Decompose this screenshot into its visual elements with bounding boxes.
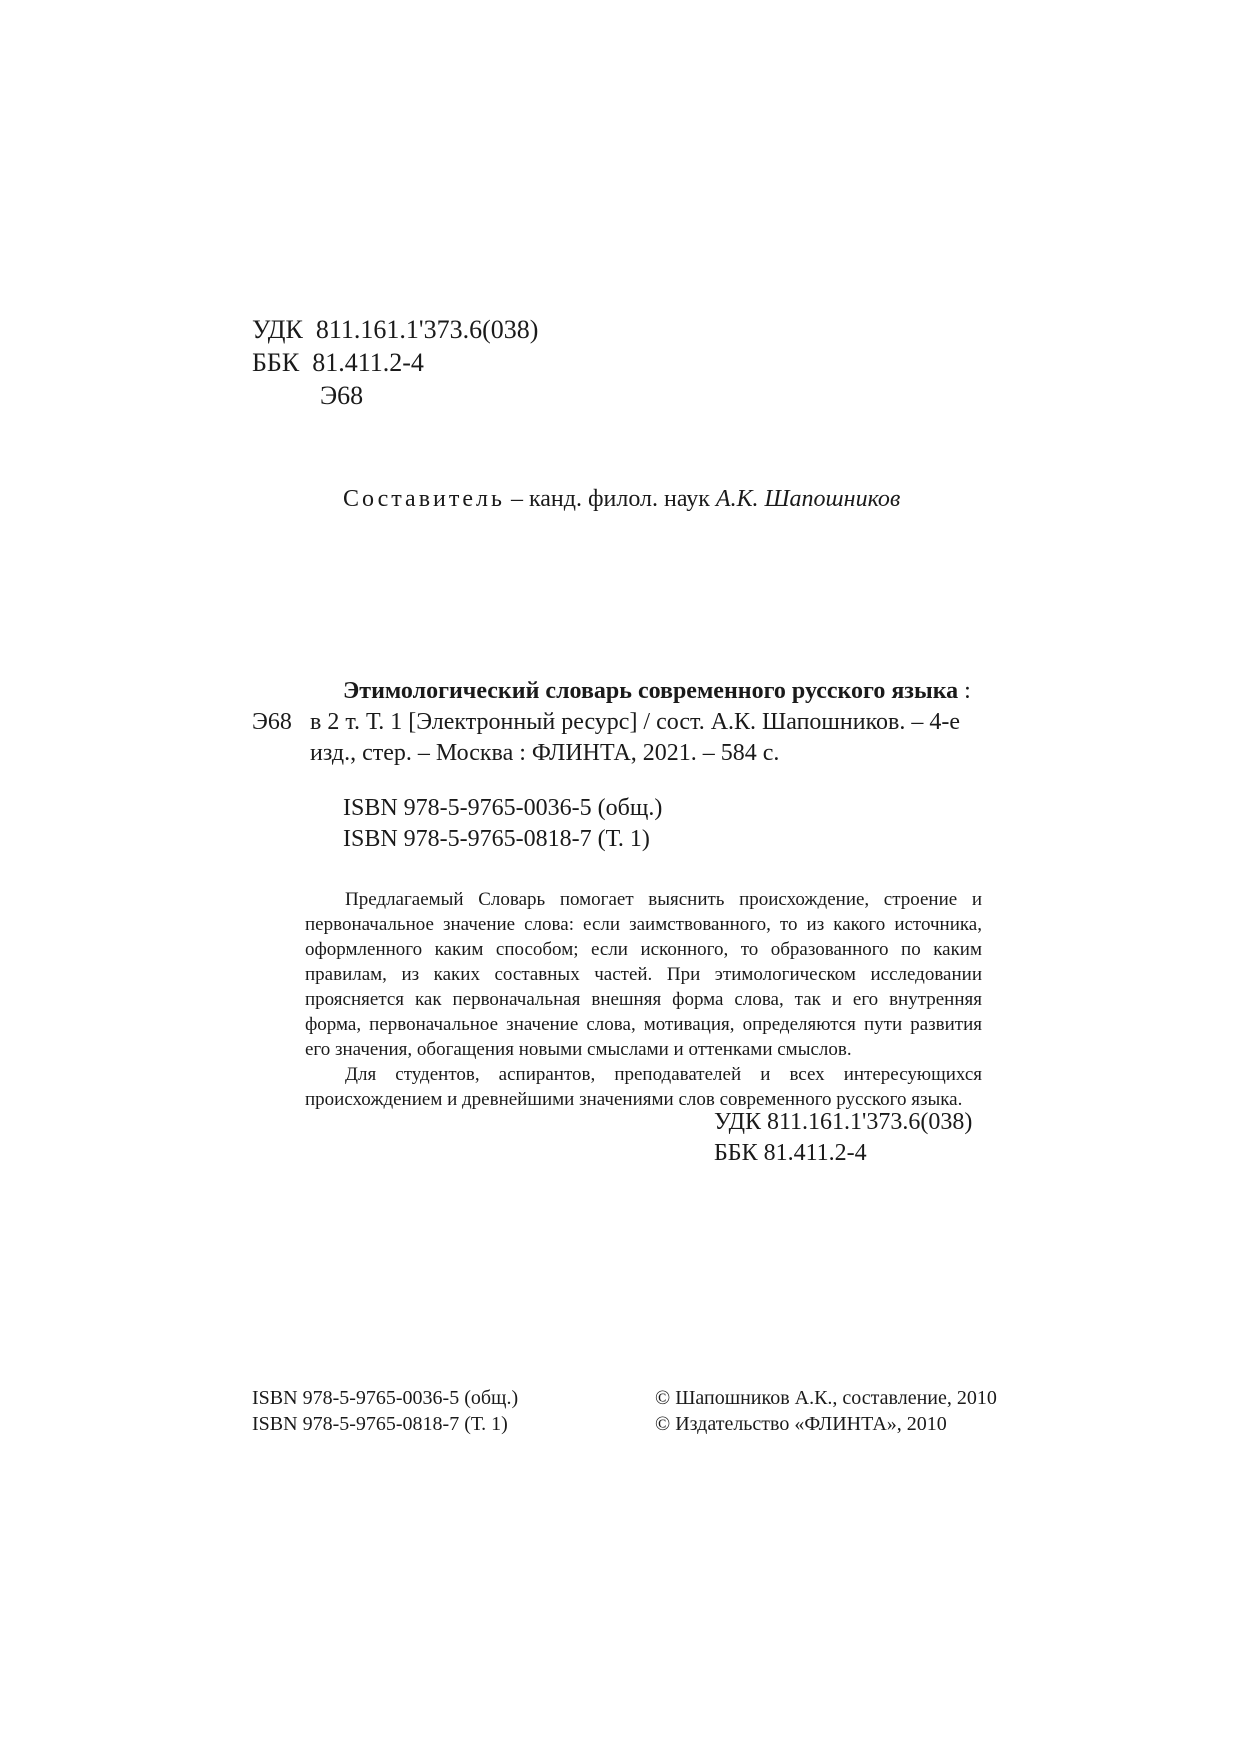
- bottom-udk: УДК 811.161.1'373.6(038): [714, 1109, 973, 1135]
- isbn-volume: ISBN 978-5-9765-0818-7 (Т. 1): [343, 826, 650, 852]
- top-author-mark: Э68: [320, 381, 364, 410]
- compiler-role: Составитель: [343, 486, 505, 512]
- bib-line-3: изд., стер. – Москва : ФЛИНТА, 2021. – 584 с.: [310, 740, 780, 766]
- bib-title-line: [343, 676, 971, 707]
- annotation: [305, 887, 982, 1112]
- bottom-bbk: ББК 81.411.2-4: [714, 1140, 867, 1166]
- bib-line-2: в 2 т. Т. 1 [Электронный ресурс] / сост. А.К. Шапошников. – 4-е: [310, 709, 961, 735]
- compiler-line: [343, 486, 900, 513]
- top-udk-label: УДК: [252, 315, 303, 344]
- top-udk-line: [252, 313, 538, 346]
- top-bbk-label: ББК: [252, 348, 300, 377]
- top-bbk-line: [252, 346, 538, 379]
- footer-isbn-volume: ISBN 978-5-9765-0818-7 (Т. 1): [252, 1413, 508, 1435]
- isbn-common: ISBN 978-5-9765-0036-5 (общ.): [343, 795, 663, 821]
- footer-copyright: [655, 1385, 997, 1437]
- annotation-paragraph-1: Предлагаемый Словарь помогает выяснить происхождение, строение и первоначальное значение слова: если заимствованного, то из какого источника, оформленного каким способом; если исконного, то образованного по каким правилам, из каких составных частей. При этимологическом исследовании проясняется как первоначальная внешняя форма слова, так и его внутренняя форма, первоначальное значение слова, мотивация, определяются пути развития его значения, обогащения новыми смыслами и оттенками смыслов.: [305, 889, 982, 1060]
- compiler-degree: – канд. филол. наук: [504, 486, 716, 512]
- top-classification-codes: [252, 313, 538, 412]
- top-bbk-value: 81.411.2-4: [312, 348, 424, 377]
- bib-title-suffix: :: [958, 678, 971, 704]
- bottom-classification-codes: [714, 1107, 972, 1169]
- copyright-publisher: © Издательство «ФЛИНТА», 2010: [655, 1413, 947, 1435]
- footer-isbn-common: ISBN 978-5-9765-0036-5 (общ.): [252, 1387, 519, 1409]
- bib-title: Этимологический словарь современного русского языка: [343, 678, 959, 704]
- footer-isbn: [252, 1385, 518, 1437]
- annotation-paragraph-2: Для студентов, аспирантов, преподавателей и всех интересующихся происхождением и древнейшими значениями слов современного русского языка.: [305, 1064, 982, 1110]
- isbn-block: [343, 793, 662, 855]
- compiler-name: А.К. Шапошников: [715, 486, 901, 512]
- copyright-compiler: © Шапошников А.К., составление, 2010: [655, 1387, 997, 1409]
- bib-author-mark: Э68: [252, 709, 292, 735]
- top-udk-value: 811.161.1'373.6(038): [315, 315, 539, 344]
